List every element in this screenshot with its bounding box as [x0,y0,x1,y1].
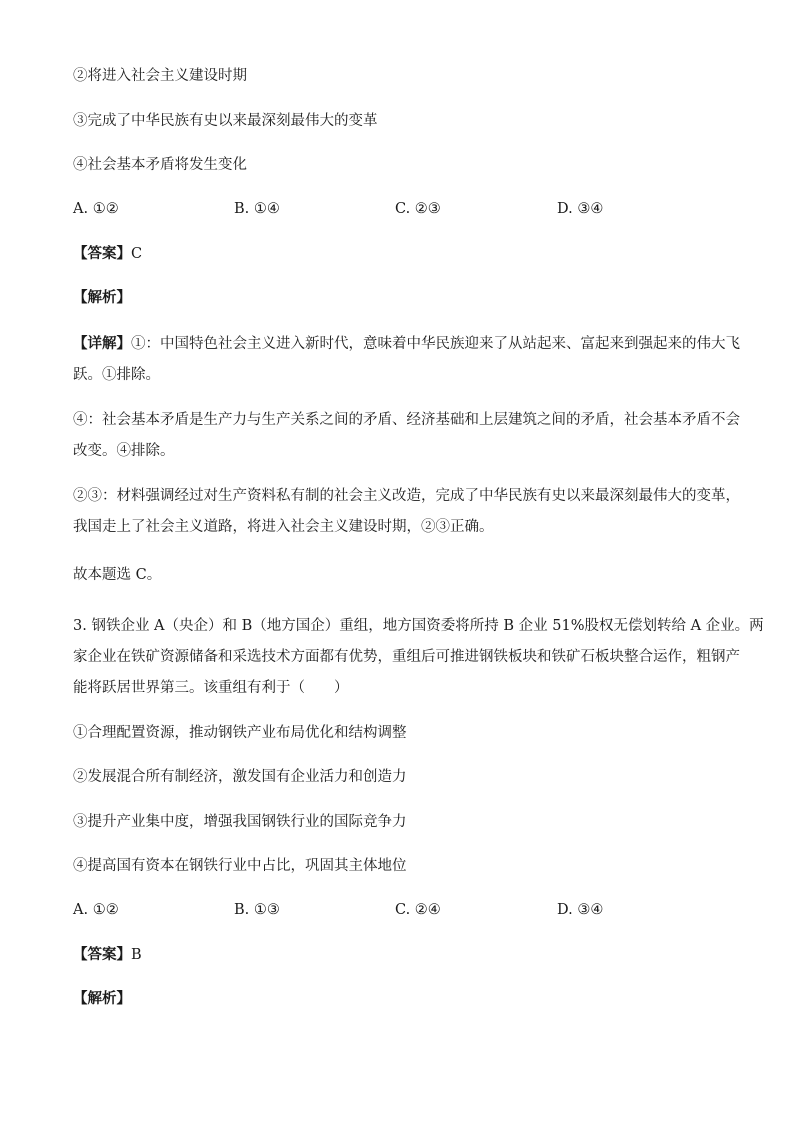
q3-option-a: A. ①② [73,902,119,918]
q2-statement-2: ②将进入社会主义建设时期 [73,68,247,84]
q2-answer [73,244,723,264]
q2-analysis-tag: 【解析】 [73,289,131,306]
answer-tag: 【答案】 [73,946,131,963]
q3-option-c: C. ②④ [395,902,441,918]
q3-statement-2: ②发展混合所有制经济，激发国有企业活力和创造力 [73,769,407,785]
q3-answer [73,945,723,965]
q3-statement-4: ④提高国有资本在钢铁行业中占比，巩固其主体地位 [73,858,407,874]
detail-tag: 【详解】 [73,335,131,352]
q3-stem-line-2: 家企业在铁矿资源储备和采选技术方面都有优势，重组后可推进钢铁板块和铁矿石板块整合运作，粗钢产 [73,649,740,665]
q2-option-d: D. ③④ [557,201,604,217]
q3-option-b: B. ①③ [234,902,280,918]
answer-value: C [131,246,143,262]
q3-stem-line-1: 3. 钢铁企业 A（央企）和 B（地方国企）重组，地方国资委将所持 B 企业 51%股权无偿划转给 A 企业。两 [73,618,764,634]
q3-option-d: D. ③④ [557,902,604,918]
q2-detail-line-4: 改变。④排除。 [73,443,175,459]
q2-detail-line-1 [73,334,740,354]
q3-options [73,900,723,920]
q2-option-c: C. ②③ [395,201,441,217]
answer-value: B [131,947,142,963]
q3-analysis-tag: 【解析】 [73,990,131,1007]
q3-statement-1: ①合理配置资源，推动钢铁产业布局优化和结构调整 [73,725,407,741]
q2-detail-line-3: ④：社会基本矛盾是生产力与生产关系之间的矛盾、经济基础和上层建筑之间的矛盾，社会基本矛盾不会 [73,412,740,428]
q2-detail-line-2: 跃。①排除。 [73,367,160,383]
q2-option-b: B. ①④ [234,201,280,217]
q2-detail-line-6: 我国走上了社会主义道路，将进入社会主义建设时期，②③正确。 [73,519,494,535]
detail-text: ①：中国特色社会主义进入新时代，意味着中华民族迎来了从站起来、富起来到强起来的伟大飞 [131,336,740,352]
q2-options [73,199,723,219]
q2-option-a: A. ①② [73,201,119,217]
answer-tag: 【答案】 [73,245,131,262]
q2-detail-line-5: ②③：材料强调经过对生产资料私有制的社会主义改造，完成了中华民族有史以来最深刻最伟大的变革， [73,488,740,504]
q3-stem-line-3: 能将跃居世界第三。该重组有利于（ ） [73,680,349,696]
q2-statement-3: ③完成了中华民族有史以来最深刻最伟大的变革 [73,113,378,129]
q2-statement-4: ④社会基本矛盾将发生变化 [73,157,247,173]
q3-statement-3: ③提升产业集中度，增强我国钢铁行业的国际竞争力 [73,814,407,830]
q2-conclusion: 故本题选 C。 [73,567,162,583]
